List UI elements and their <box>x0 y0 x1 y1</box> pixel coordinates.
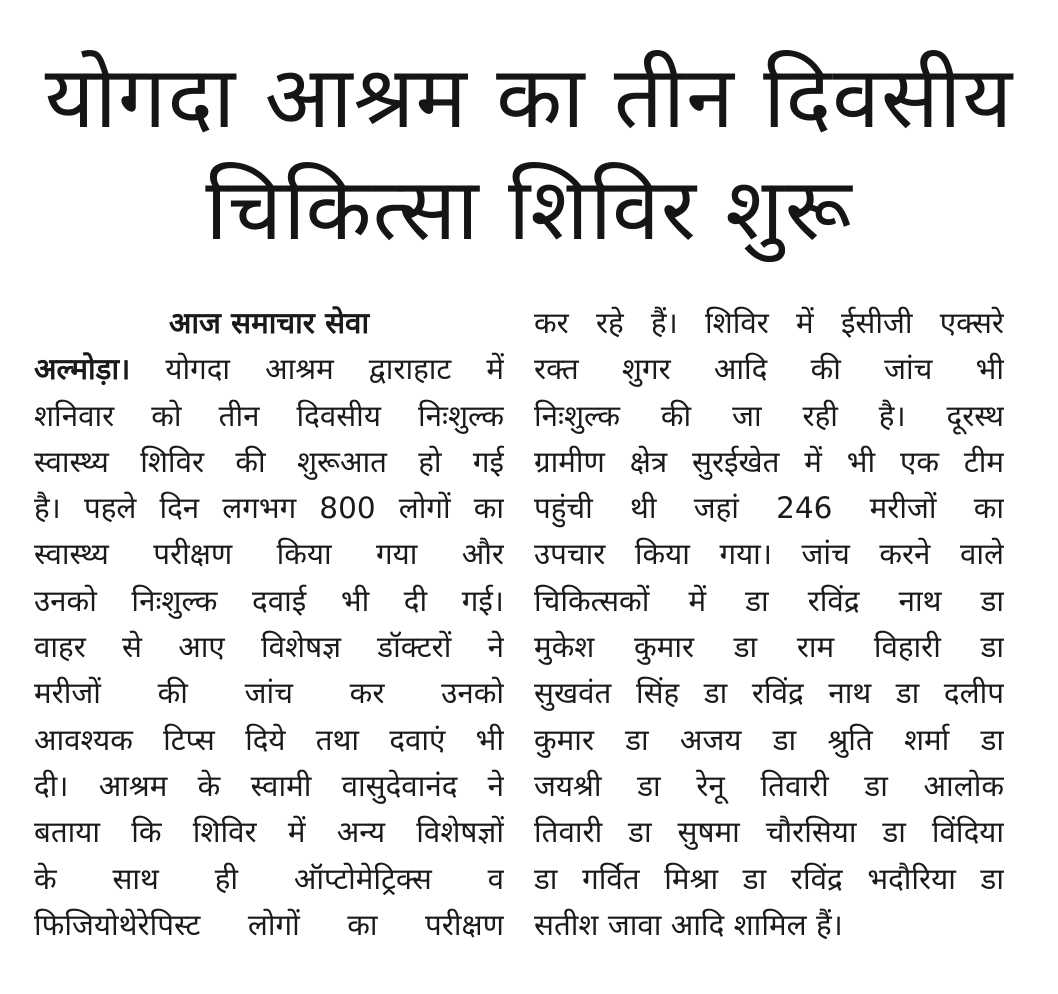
right-line-12: तिवारी डा सुषमा चौरसिया डा विंदिया <box>534 815 1004 850</box>
left-line-1-text: योगदा आश्रम द्वाराहाट में <box>130 352 504 387</box>
left-line-2: शनिवार को तीन दिवसीय निःशुल्क <box>34 398 504 433</box>
right-line-9: सुखवंत सिंह डा रविंद्र नाथ डा दलीप <box>534 676 1004 711</box>
left-line-11: बताया कि शिविर में अन्य विशेषज्ञों <box>34 815 504 850</box>
dateline: अल्मोड़ा। <box>34 352 131 387</box>
left-line-12: के साथ ही ऑप्टोमेट्रिक्स व <box>34 861 504 896</box>
right-line-3: निःशुल्क की जा रही है। दूरस्थ <box>534 398 1004 433</box>
right-line-8: मुकेश कुमार डा राम विहारी डा <box>534 630 1004 665</box>
right-line-11: जयश्री डा रेनू तिवारी डा आलोक <box>534 768 1004 803</box>
left-line-5: स्वास्थ्य परीक्षण किया गया और <box>34 537 504 572</box>
right-line-5: पहुंची थी जहां 246 मरीजों का <box>534 491 1004 526</box>
right-line-10: कुमार डा अजय डा श्रुति शर्मा डा <box>534 722 1004 757</box>
left-line-10: दी। आश्रम के स्वामी वासुदेवानंद ने <box>34 768 504 803</box>
right-line-6: उपचार किया गया। जांच करने वाले <box>534 537 1004 572</box>
left-line-8: मरीजों की जांच कर उनको <box>34 676 504 711</box>
left-line-13: फिजियोथेरेपिस्ट लोगों का परीक्षण <box>34 907 504 942</box>
left-line-7: वाहर से आए विशेषज्ञ डॉक्टरों ने <box>34 630 504 665</box>
article-column-right <box>534 300 1004 948</box>
left-line-1 <box>34 346 504 392</box>
headline-line-1: योगदा आश्रम का तीन दिवसीय <box>44 48 1014 148</box>
headline-line-2: चिकित्सा शिविर शुरू <box>205 160 853 260</box>
right-line-1: कर रहे हैं। शिविर में ईसीजी एक्सरे <box>534 306 1004 340</box>
right-line-2: रक्त शुगर आदि की जांच भी <box>534 352 1004 387</box>
byline: आज समाचार सेवा <box>168 306 370 340</box>
right-line-7: चिकित्सकों में डा रविंद्र नाथ डा <box>534 583 1004 618</box>
right-line-14: सतीश जावा आदि शामिल हैं। <box>534 907 843 942</box>
left-line-6: उनको निःशुल्क दवाई भी दी गई। <box>34 583 504 618</box>
article-column-left <box>34 300 504 948</box>
left-line-9: आवश्यक टिप्स दिये तथा दवाएं भी <box>34 722 504 757</box>
right-line-4: ग्रामीण क्षेत्र सुरईखेत में भी एक टीम <box>534 444 1004 479</box>
left-line-3: स्वास्थ्य शिविर की शुरूआत हो गई <box>34 444 504 479</box>
right-line-13: डा गर्वित मिश्रा डा रविंद्र भदौरिया डा <box>534 861 1004 896</box>
left-line-4: है। पहले दिन लगभग 800 लोगों का <box>34 491 504 526</box>
